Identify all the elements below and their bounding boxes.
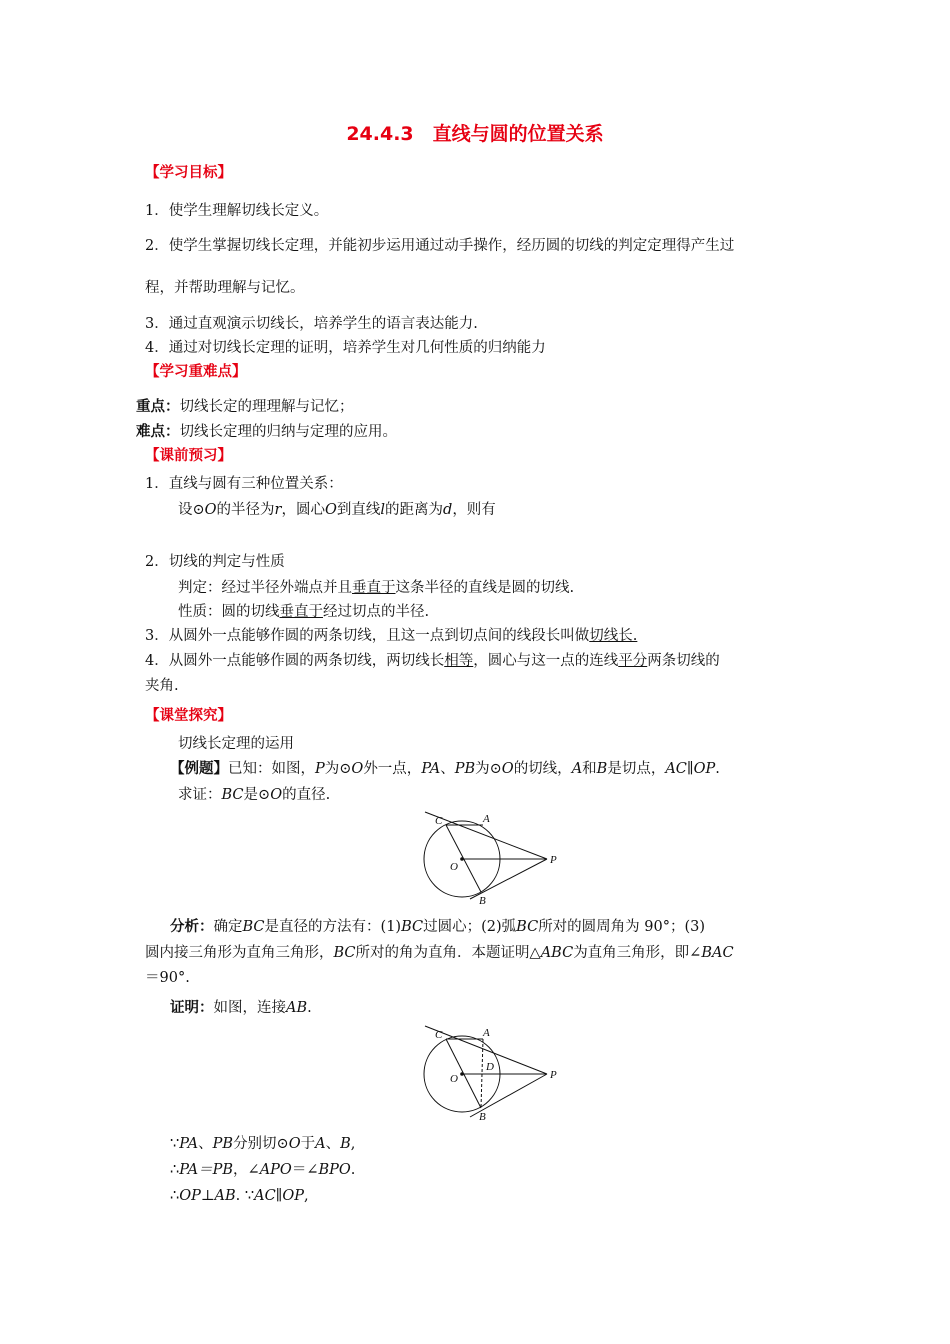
example-var: BC [221, 787, 244, 803]
keypoint-difficult-text: 切线长定理的归纳与定理的应用。 [179, 424, 397, 440]
preview-4b: 夹角. [145, 678, 179, 694]
example-var: A [571, 761, 583, 777]
label-c: C [435, 815, 443, 827]
preview-underline: 相等 [444, 653, 474, 669]
center-point [460, 1072, 464, 1076]
preview-2: 2．切线的判定与性质 [145, 554, 285, 570]
analysis-1 [170, 917, 705, 937]
preview-1b [178, 500, 496, 520]
proof-intro [170, 998, 312, 1018]
label-p: P [550, 854, 557, 866]
example-text: 和 [582, 761, 597, 777]
proof-var: O [288, 1136, 301, 1152]
proof-var: PA [179, 1136, 199, 1152]
preview-underline: 切线长. [589, 628, 638, 644]
analysis-var: BC [242, 919, 265, 935]
example-text: 求证： [178, 787, 222, 803]
preview-4 [145, 651, 720, 671]
analysis-var: ABC [540, 945, 574, 961]
example-var: O [351, 761, 364, 777]
label-c: C [435, 1029, 443, 1041]
preview-2a [178, 578, 574, 598]
example-text: . [715, 761, 720, 777]
goal-1: 1．使学生理解切线长定义。 [145, 203, 329, 219]
example-text: 已知：如图， [228, 761, 315, 777]
preview-3 [145, 626, 637, 646]
preview-text: 两条切线的 [647, 653, 720, 669]
proof-var: B [340, 1136, 351, 1152]
figure-tangent-2 [415, 1022, 565, 1122]
page-title: 24.4.3 直线与圆的位置关系 [346, 123, 604, 145]
goal-4: 4．通过对切线长定理的证明，培养学生对几何性质的归纳能力 [145, 340, 546, 356]
proof-step-3 [170, 1186, 309, 1206]
example-var: P [315, 761, 325, 777]
keypoint-important-text: 切线长定的理理解与记忆； [179, 399, 354, 415]
preview-text: 判定：经过半径外端点并且 [178, 580, 352, 596]
preview-text: 性质：圆的切线 [178, 604, 280, 620]
analysis-var: BC [333, 945, 356, 961]
proof-var: AB [286, 1000, 308, 1016]
goal-3: 3．通过直观演示切线长，培养学生的语言表达能力. [145, 316, 478, 332]
proof-var: BPO [318, 1162, 351, 1178]
keypoint-difficult [136, 422, 397, 442]
preview-var: l [380, 502, 386, 518]
example-var: O [501, 761, 514, 777]
proof-step-1 [170, 1134, 355, 1154]
example-prove [178, 785, 330, 805]
analysis-text: 为直角三角形，即∠ [573, 945, 702, 961]
analysis-text: 所对的角为直角．本题证明△ [355, 945, 541, 961]
label-a: A [483, 813, 490, 825]
proof-var: PB [212, 1136, 234, 1152]
example-var: AC∥OP [665, 761, 716, 777]
label-d: D [486, 1061, 494, 1073]
preview-var: d [443, 502, 453, 518]
proof-text: 于 [300, 1136, 316, 1152]
analysis-var: BAC [701, 945, 734, 961]
analysis-text: 圆内接三角形为直角三角形， [145, 945, 334, 961]
preview-text: 的半径为 [216, 502, 275, 518]
preview-text: 这条半径的直线是圆的切线. [395, 580, 575, 596]
example-text: 的直径. [282, 787, 331, 803]
example-text: 外一点， [363, 761, 422, 777]
section-keypoints: 【学习重难点】 [145, 364, 247, 380]
preview-underline: 平分 [618, 653, 648, 669]
preview-text: 3．从圆外一点能够作圆的两条切线，且这一点到切点间的线段长叫做 [145, 628, 590, 644]
label-p: P [550, 1069, 557, 1081]
preview-text: ，圆心与这一点的连线 [473, 653, 619, 669]
preview-text: 经过切点的半径. [323, 604, 430, 620]
preview-text: 到直线 [336, 502, 381, 518]
proof-text: , [350, 1136, 356, 1152]
goal-2b: 程，并帮助理解与记忆。 [145, 280, 305, 296]
proof-text: , [304, 1188, 309, 1204]
analysis-var: BC [516, 919, 539, 935]
preview-var: O [324, 502, 337, 518]
proof-text: 、 [198, 1136, 213, 1152]
proof-text: ∵ [170, 1136, 180, 1152]
proof-var: APO [259, 1162, 292, 1178]
section-preview: 【课前预习】 [145, 448, 232, 464]
preview-text: ，则有 [452, 502, 496, 518]
section-explore: 【课堂探究】 [145, 708, 232, 724]
keypoint-difficult-label: 难点： [136, 423, 180, 440]
preview-2b [178, 602, 429, 622]
keypoint-important-label: 重点： [136, 398, 180, 415]
analysis-text: 所对的圆周角为 90°；(3) [538, 919, 706, 935]
label-o: O [450, 861, 458, 873]
preview-text: 设⊙ [178, 502, 205, 518]
proof-var: A [315, 1136, 326, 1152]
proof-text: . [307, 1000, 312, 1016]
tangent-pb [470, 859, 547, 899]
proof-text: ＝∠ [291, 1162, 319, 1178]
example-statement [170, 759, 720, 779]
analysis-text: 确定 [213, 919, 243, 935]
figure-tangent-1 [415, 808, 565, 907]
proof-var: AC∥OP [254, 1188, 305, 1204]
center-point [460, 857, 464, 861]
proof-text: 分别切⊙ [233, 1136, 289, 1152]
proof-text: 如图，连接 [213, 1000, 286, 1016]
example-text: 为⊙ [324, 761, 352, 777]
proof-text: ，∠ [233, 1162, 260, 1178]
preview-var: r [274, 502, 282, 518]
analysis-label: 分析： [170, 918, 214, 935]
preview-var: O [204, 502, 217, 518]
example-label: 【例题】 [170, 760, 228, 777]
example-var: PA [421, 761, 441, 777]
preview-text: 的距离为 [385, 502, 444, 518]
example-var: B [596, 761, 608, 777]
proof-var: OP⊥AB [179, 1188, 236, 1204]
keypoint-important [136, 397, 354, 417]
preview-underline: 垂直于 [352, 580, 396, 596]
example-text: 是⊙ [243, 787, 271, 803]
example-text: 是切点， [607, 761, 666, 777]
proof-text: . ∵ [235, 1188, 255, 1204]
goal-2a: 2．使学生掌握切线长定理，并能初步运用通过动手操作，经历圆的切线的判定定理得产生过 [145, 238, 735, 254]
proof-text: ∴ [170, 1162, 180, 1178]
proof-text: . [350, 1162, 356, 1178]
preview-1: 1．直线与圆有三种位置关系： [145, 476, 343, 492]
example-text: 的切线， [513, 761, 572, 777]
proof-var: PA＝PB [179, 1162, 234, 1178]
proof-text: 、 [325, 1136, 341, 1152]
analysis-2 [145, 943, 734, 963]
example-var: O [270, 787, 283, 803]
example-text: 、 [440, 761, 455, 777]
label-o: O [450, 1073, 458, 1085]
section-goals: 【学习目标】 [145, 165, 232, 181]
proof-text: ∴ [170, 1188, 180, 1204]
analysis-text: 是直径的方法有：(1) [264, 919, 402, 935]
explore-subtitle: 切线长定理的运用 [178, 736, 294, 752]
analysis-var: BC [401, 919, 424, 935]
example-text: 为⊙ [475, 761, 502, 777]
preview-text: 4．从圆外一点能够作圆的两条切线，两切线长 [145, 653, 445, 669]
proof-step-2 [170, 1160, 355, 1180]
preview-text: ，圆心 [281, 502, 325, 518]
analysis-3: ＝90°. [145, 970, 190, 986]
example-var: PB [454, 761, 476, 777]
label-a: A [483, 1027, 490, 1039]
proof-label: 证明： [170, 999, 214, 1016]
label-b: B [479, 1111, 486, 1123]
label-b: B [479, 895, 486, 907]
preview-underline: 垂直于 [279, 604, 323, 620]
analysis-text: 过圆心；(2)弧 [423, 919, 517, 935]
